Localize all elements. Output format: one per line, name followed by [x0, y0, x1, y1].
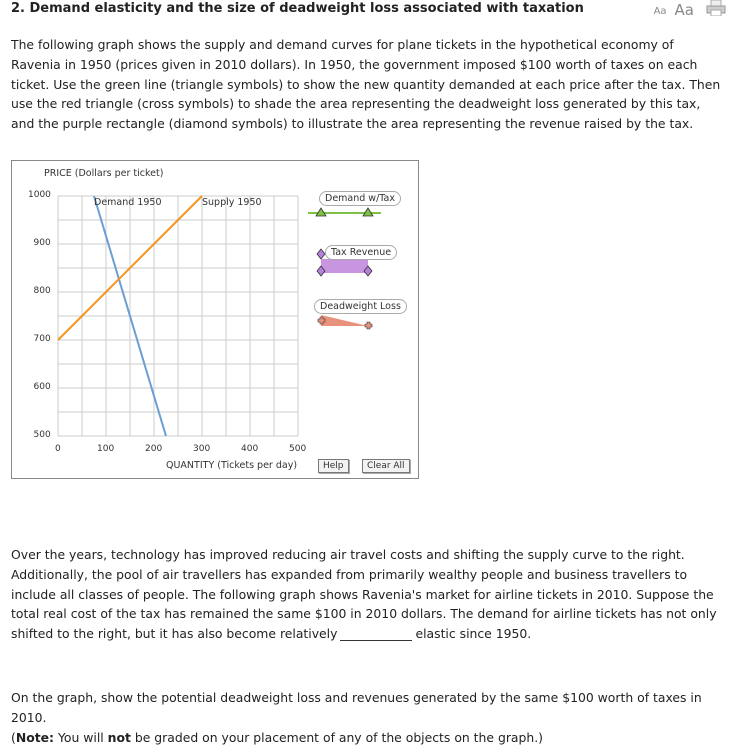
y-tick-label: 700	[33, 334, 51, 344]
note-not: not	[107, 729, 131, 745]
paragraph-three	[11, 688, 725, 747]
paragraph-two-text: Over the years, technology has improved reducing air travel costs and shifting the supply curve to the right. Additionally, the pool of air travellers has expanded from primarily wealthy people and business travellers to include all classes of people. The following graph shows Ravenia's market for airline tickets in 2010. Suppose the total real cost of the tax has remained the same $100 in 2010 dollars. The demand for airline tickets has not only shifted to the right, but it has also become relatively	[11, 547, 717, 642]
print-icon[interactable]	[706, 0, 726, 16]
font-size-controls	[654, 0, 694, 19]
x-tick-label: 400	[241, 444, 259, 454]
font-larger-button[interactable]: Aa	[674, 1, 694, 19]
deadweight-loss-tool-label: Deadweight Loss	[314, 299, 407, 314]
y-tick-label: 500	[33, 430, 51, 440]
demand-tax-tool-label: Demand w/Tax	[319, 191, 401, 206]
chart-grid	[58, 196, 298, 436]
font-smaller-button[interactable]: Aa	[653, 6, 667, 17]
x-tick-label: 0	[55, 444, 61, 454]
intro-paragraph: The following graph shows the supply and demand curves for plane tickets in the hypothetical economy of Ravenia in 1950 (prices given in 2010 dollars). In 1950, the government imposed $100 worth of taxes on each ticket. Use the green line (triangle symbols) to show the new quantity demanded at each price after the tax. Then use the red triangle (cross symbols) to shade the area representing the deadweight loss generated by this tax, and the purple rectangle (diamond symbols) to illustrate the area representing the revenue raised by the tax.	[11, 37, 721, 132]
x-tick-label: 200	[145, 444, 163, 454]
question-header	[11, 0, 726, 20]
y-tick-label: 1000	[28, 190, 51, 200]
x-tick-label: 500	[289, 444, 307, 454]
note-text-1: You will	[54, 729, 108, 745]
question-title: 2. Demand elasticity and the size of deadweight loss associated with taxation	[11, 1, 584, 16]
help-button[interactable]: Help	[318, 459, 349, 473]
supply-demand-chart	[12, 161, 418, 478]
y-tick-label: 600	[33, 382, 51, 392]
y-tick-label: 900	[33, 238, 51, 248]
note-open: (	[11, 729, 16, 745]
paragraph-two-end: elastic since 1950.	[415, 626, 532, 642]
supply-curve-label: Supply 1950	[202, 197, 262, 208]
tax-revenue-rect[interactable]	[321, 259, 368, 273]
note-text-2: be graded on your placement of any of the objects on the graph.)	[130, 729, 544, 745]
paragraph-two	[11, 545, 725, 644]
deadweight-triangle[interactable]	[321, 315, 368, 326]
elasticity-blank-dropdown[interactable]	[340, 627, 412, 641]
y-tick-label: 800	[33, 286, 51, 296]
graph-panel	[11, 160, 419, 479]
tax-revenue-diamond-icon[interactable]	[317, 249, 325, 259]
x-tick-label: 300	[193, 444, 211, 454]
y-axis-label: PRICE (Dollars per ticket)	[44, 168, 164, 179]
paragraph-three-text: On the graph, show the potential deadweight loss and revenues generated by the same $100 worth of taxes in 2010.	[11, 690, 702, 725]
clear-all-button[interactable]: Clear All	[362, 459, 410, 473]
tax-revenue-tool-label: Tax Revenue	[325, 245, 397, 260]
x-tick-label: 100	[97, 444, 115, 454]
note-label: Note:	[15, 729, 55, 745]
x-axis-label: QUANTITY (Tickets per day)	[166, 460, 298, 471]
demand-curve-label: Demand 1950	[94, 197, 162, 208]
